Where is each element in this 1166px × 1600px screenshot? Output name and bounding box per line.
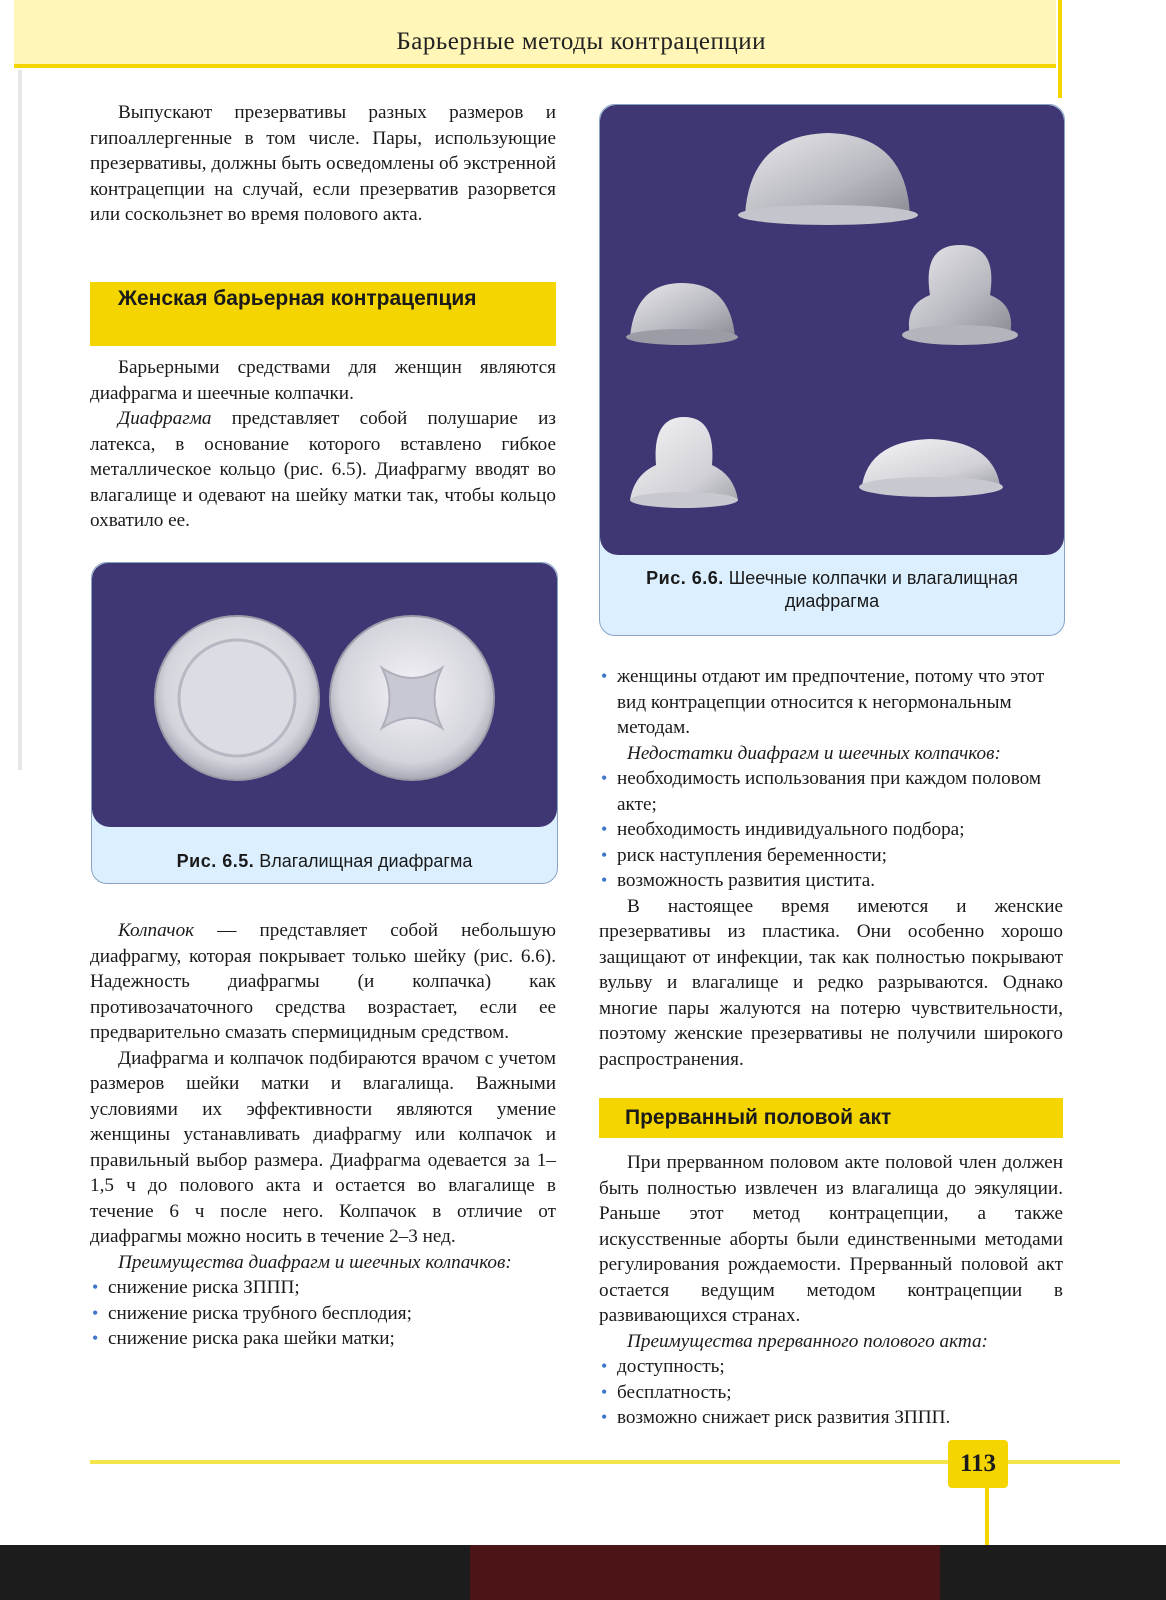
page-number: 113 xyxy=(948,1440,1008,1488)
page-edge-shadow xyxy=(18,70,22,770)
advantages-heading xyxy=(90,1250,556,1276)
figure-6-5-caption-text: Влагалищная диафрагма xyxy=(259,851,473,871)
running-header-title: Барьерные методы контрацепции xyxy=(396,28,766,55)
intro-paragraph: Выпускают презервативы разных размеров и гипоаллергенные в том числе. Пары, использующие презервативы, должны быть осведомлены об экстренной контрацепции на случай, если презерватив разорвется или соскользнет во время полового акта. xyxy=(90,102,556,225)
section-heading-withdrawal: Прерванный половой акт xyxy=(599,1098,1063,1138)
figure-6-5-image xyxy=(92,563,557,827)
advantages-heading-text: Преимущества диафрагм и шеечных колпачков: xyxy=(118,1251,512,1273)
figure-6-5-label: Рис. 6.5. xyxy=(176,851,255,871)
figure-6-6-caption-text: Шеечные колпачки и влагалищная диафрагма xyxy=(728,568,1018,611)
left-intro-block xyxy=(90,100,556,228)
cap-large-dome xyxy=(745,133,910,215)
cap-tall-right xyxy=(909,245,1011,335)
page-number-rule xyxy=(985,1485,989,1545)
withdrawal-advantages-list xyxy=(599,1354,1063,1431)
list-item: • доступность; xyxy=(599,1354,1063,1380)
list-item: • снижение риска рака шейки матки; xyxy=(90,1326,556,1352)
cap-paragraph xyxy=(90,918,556,1046)
section-heading-female-barrier: Женская барьерная контрацепция xyxy=(90,282,556,346)
list-item: • снижение риска ЗППП; xyxy=(90,1275,556,1301)
figure-6-6-image xyxy=(600,105,1064,555)
list-item: • бесплатность; xyxy=(599,1380,1063,1406)
diaphragm-illustration xyxy=(92,563,557,827)
cap-bell-left xyxy=(630,417,738,500)
bottom-scan-strip-red xyxy=(470,1545,940,1600)
withdrawal-paragraph: При прерванном половом акте половой член должен быть полностью извлечен из влагалища до эякуляции. Раньше этот метод контрацепции, а также искусственные аборты были единственными методами регулирования рождаемости. Прерванный половой акт остается ведущим методом контрацепции в развивающихся странах. xyxy=(599,1152,1063,1326)
list-item: • возможность развития цистита. xyxy=(599,868,1063,894)
left-diaphragm-block xyxy=(90,355,556,534)
figure-6-5-caption xyxy=(92,850,557,873)
disadvantages-heading xyxy=(599,741,1063,767)
figure-6-6-label: Рис. 6.6. xyxy=(646,568,724,588)
withdrawal-advantages-heading-text: Преимущества прерванного полового акта: xyxy=(627,1330,988,1352)
figure-6-5 xyxy=(91,562,558,884)
withdrawal-advantages-heading xyxy=(599,1329,1063,1355)
figure-6-6-caption xyxy=(600,567,1064,613)
barrier-paragraph: Барьерными средствами для женщин являются диафрагма и шеечные колпачки. xyxy=(90,357,556,404)
advantages-list-continued xyxy=(599,664,1063,741)
diaphragm-paragraph xyxy=(90,406,556,534)
cap-small-dome xyxy=(630,283,735,337)
cervical-caps-illustration xyxy=(600,105,1064,555)
list-item: • женщины отдают им предпочтение, потому что этот вид контрацепции относится к негормональным методам. xyxy=(599,664,1063,741)
right-column-block xyxy=(599,664,1063,1072)
list-item: • возможно снижает риск развития ЗППП. xyxy=(599,1405,1063,1431)
disadvantages-heading-text: Недостатки диафрагм и шеечных колпачков: xyxy=(627,742,1001,764)
disadvantages-list xyxy=(599,766,1063,894)
cap-term: Колпачок xyxy=(118,920,195,941)
list-item: • необходимость индивидуального подбора; xyxy=(599,817,1063,843)
selection-paragraph: Диафрагма и колпачок подбираются врачом с учетом размеров шейки матки и влагалища. Важными условиями их эффективности являются умение женщины устанавливать диафрагму или колпачок и правильный выбор размера. Диафрагма одевается за 1–1,5 ч до полового акта и остается во влагалище в течение 6 ч после него. Колпачок в отличие от диафрагмы можно носить в течение 2–3 нед. xyxy=(90,1047,556,1247)
advantages-list xyxy=(90,1275,556,1352)
diaphragm-text: представляет собой полушарие из латекса, в основание которого вставлено гибкое металлическое кольцо (рис. 6.5). Диафрагму вводят во влагалище и одевают на шейку матки так, чтобы кольцо охватило ее. xyxy=(90,408,556,531)
list-item: • снижение риска трубного бесплодия; xyxy=(90,1301,556,1327)
header-rule xyxy=(14,64,1056,68)
female-condoms-paragraph: В настоящее время имеются и женские презервативы из пластика. Они особенно хорошо защищают от инфекции, так как полностью покрывают вульву и влагалище и редко разрываются. Однако многие пары жалуются на потерю чувствительности, поэтому женские презервативы не получили широкого распространения. xyxy=(599,895,1063,1070)
diaphragm-term: Диафрагма xyxy=(118,408,212,429)
list-item: • риск наступления беременности; xyxy=(599,843,1063,869)
list-item: • необходимость использования при каждом половом акте; xyxy=(599,766,1063,817)
left-lower-block xyxy=(90,918,556,1352)
figure-6-6 xyxy=(599,104,1065,636)
header-vertical-rule xyxy=(1058,0,1062,98)
right-withdrawal-block xyxy=(599,1150,1063,1431)
cap-text: — представляет собой небольшую диафрагму, которая покрывает только шейку (рис. 6.6). Надежность диафрагмы (и колпачка) как противозачаточного средства возрастает, если ее предварительно смазать спермицидным средством. xyxy=(90,920,556,1043)
